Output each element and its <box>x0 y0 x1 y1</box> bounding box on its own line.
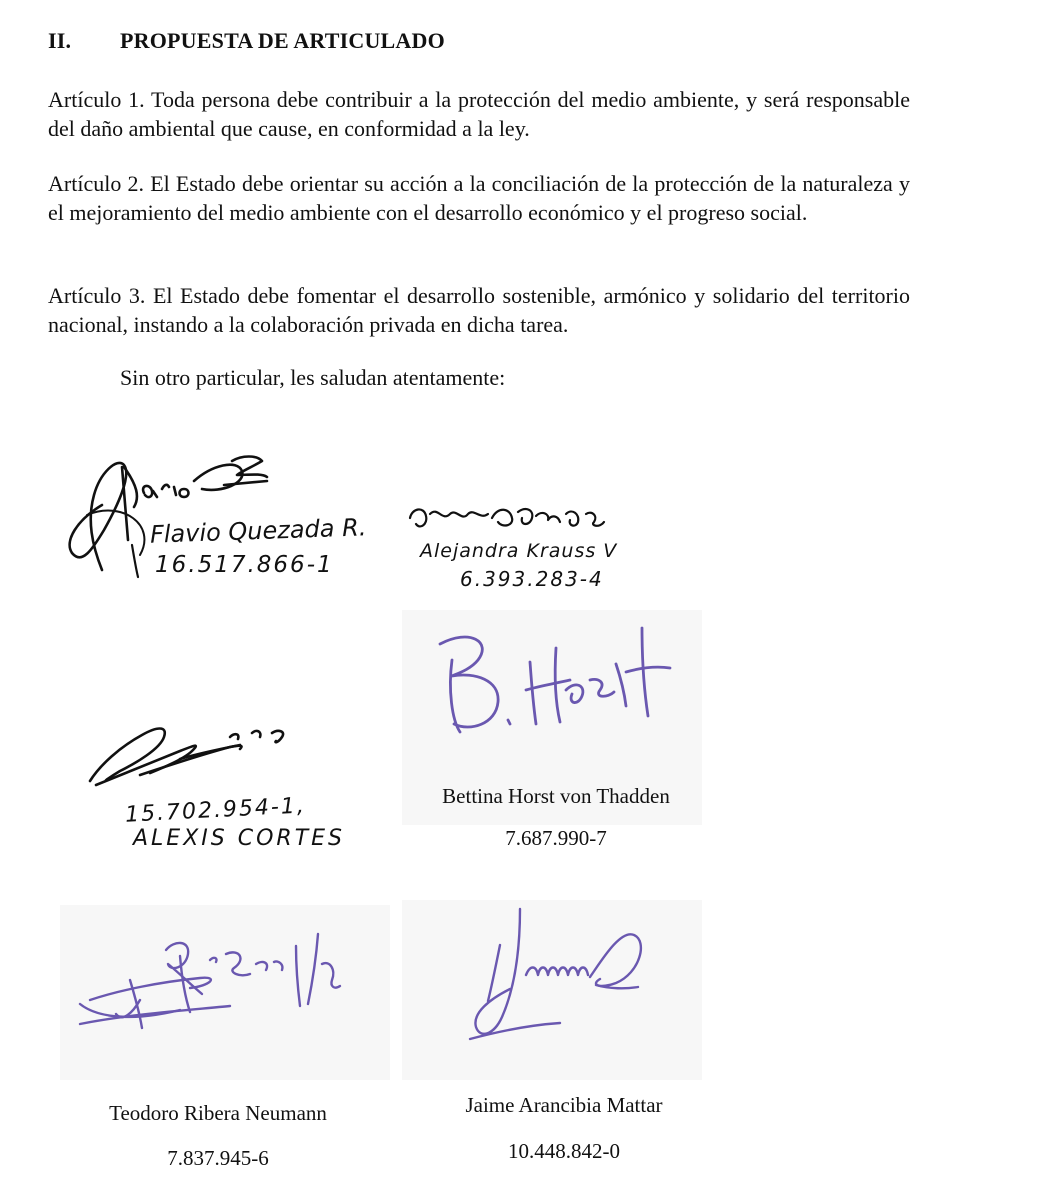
signature-ribera <box>70 920 360 1050</box>
signer-horst-rut: 7.687.990-7 <box>505 826 607 850</box>
signer-ribera-rut: 7.837.945-6 <box>167 1146 269 1170</box>
signer-arancibia-name: Jaime Arancibia Mattar <box>465 1093 663 1117</box>
article-1: Artículo 1. Toda persona debe contribuir a la protección del medio ambiente, y será responsable del daño ambiental que cause, en conformidad a la ley. <box>48 87 910 141</box>
signature-quezada-name: Flavio Quezada R. <box>149 513 367 549</box>
article-2: Artículo 2. El Estado debe orientar su acción a la conciliación de la protección de la naturaleza y el mejoramiento del medio ambiente con el desarrollo económico y el progreso social. <box>48 171 910 225</box>
signature-cortes-rut: 15.702.954-1, <box>124 793 307 828</box>
article-3: Artículo 3. El Estado debe fomentar el desarrollo sostenible, armónico y solidario del territorio nacional, instando a la colaboración privada en dicha tarea. <box>48 283 910 337</box>
signature-krauss-name: Alejandra Krauss V <box>420 540 618 562</box>
section-number: II. <box>48 28 72 53</box>
signer-arancibia-rut: 10.448.842-0 <box>508 1139 620 1163</box>
signature-krauss-rut: 6.393.283-4 <box>460 567 604 591</box>
signature-cortes <box>80 715 310 795</box>
signature-arancibia <box>440 905 670 1055</box>
signature-cortes-name: ALEXIS CORTES <box>133 826 345 851</box>
signature-krauss <box>402 500 622 540</box>
section-title: PROPUESTA DE ARTICULADO <box>120 28 445 53</box>
signer-horst-name: Bettina Horst von Thadden <box>442 784 670 808</box>
closing-line: Sin otro particular, les saludan atentamente: <box>120 365 506 390</box>
signature-horst <box>430 620 680 750</box>
signer-ribera-name: Teodoro Ribera Neumann <box>109 1101 327 1125</box>
section-heading <box>48 28 445 54</box>
signature-quezada-rut: 16.517.866-1 <box>155 552 334 578</box>
